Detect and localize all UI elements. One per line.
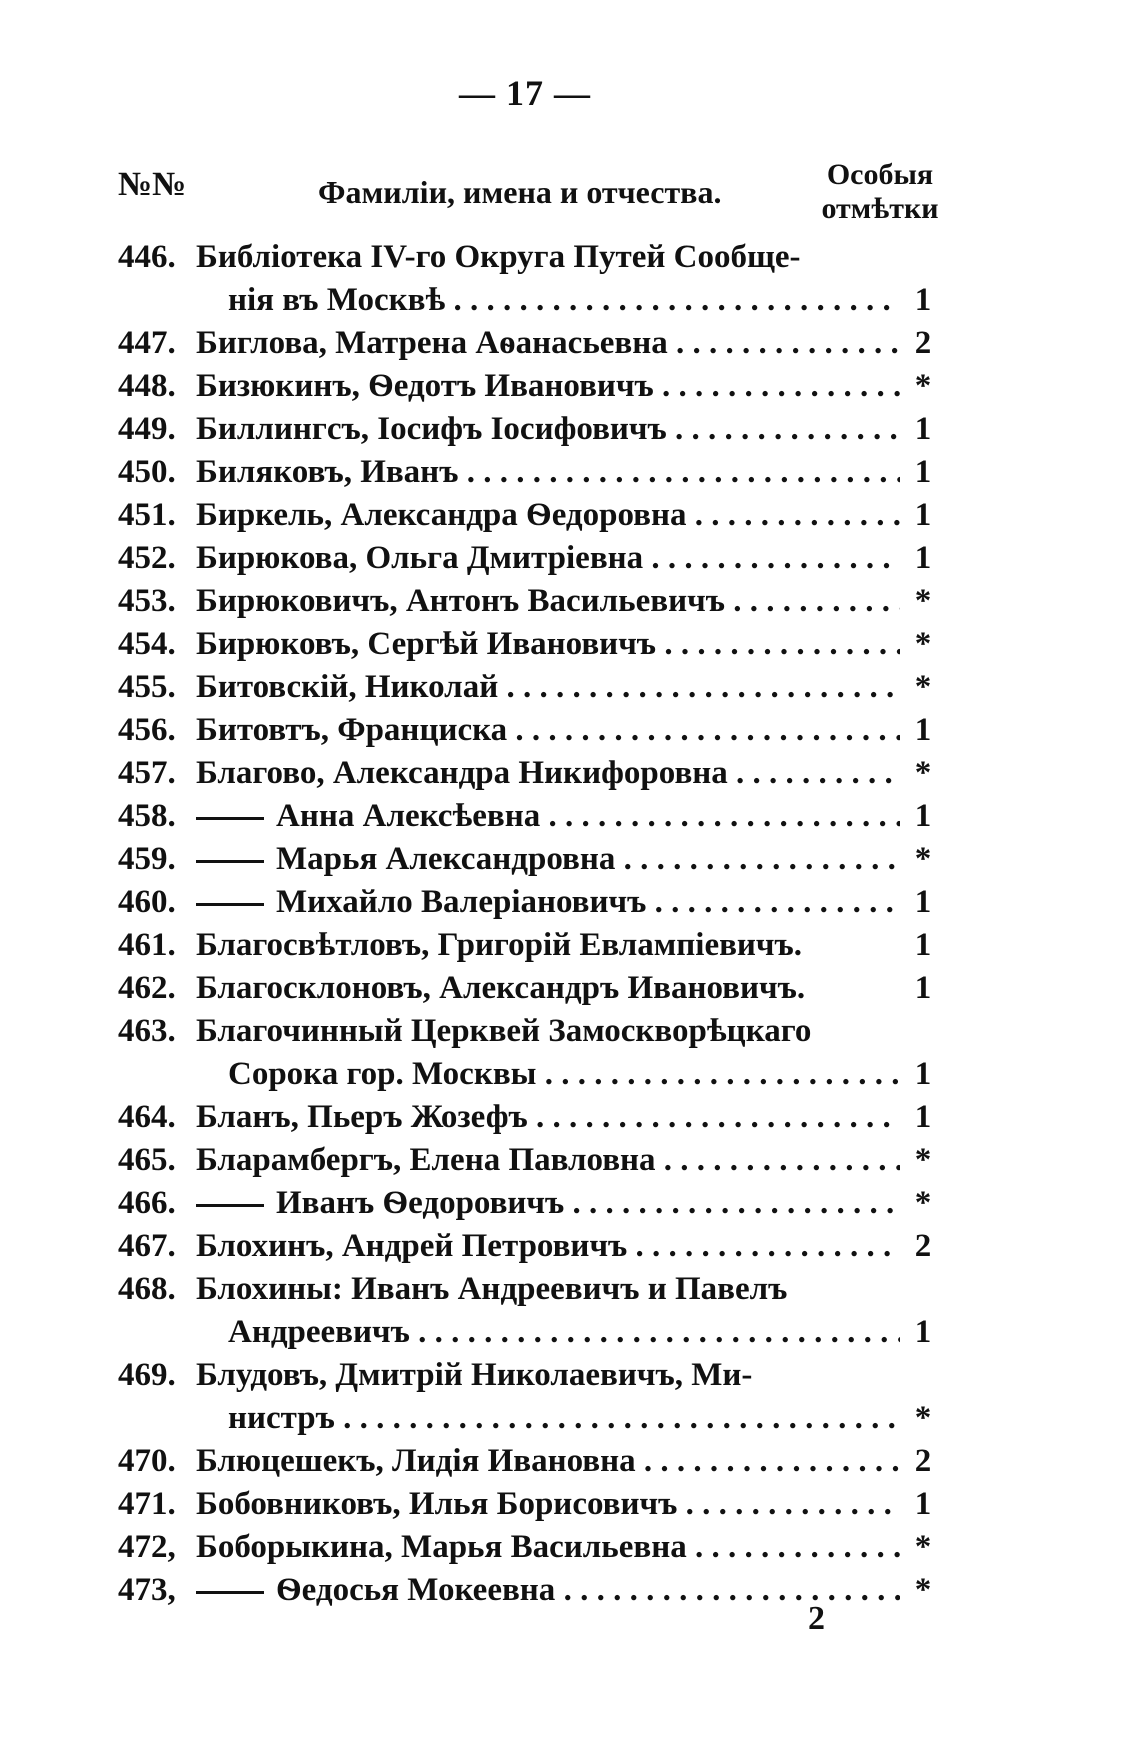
list-item xyxy=(118,1010,940,1053)
entry-number: 450. xyxy=(118,454,176,490)
list-item xyxy=(118,236,940,279)
list-item xyxy=(118,1483,940,1526)
entry-name xyxy=(196,881,900,924)
entry-name xyxy=(196,752,900,795)
entry-mark: 2 xyxy=(914,1443,932,1479)
list-item xyxy=(118,623,940,666)
list-item xyxy=(118,365,940,408)
entry-mark: 1 xyxy=(914,1314,932,1350)
entry-mark: 1 xyxy=(914,712,932,748)
entry-name xyxy=(196,451,900,494)
ditto-dash xyxy=(196,860,264,863)
entry-mark: * xyxy=(914,1400,932,1436)
entry-name-text: Сорока гор. Москвы xyxy=(228,1056,537,1092)
entry-mark: * xyxy=(914,1529,932,1565)
entry-name xyxy=(196,1225,900,1268)
header-marks-label xyxy=(820,158,940,226)
entry-number: 467. xyxy=(118,1228,176,1264)
entry-name-text: Битовтъ, Франциска xyxy=(196,712,508,748)
entry-name xyxy=(228,1397,900,1440)
entry-name xyxy=(196,1182,900,1225)
list-item xyxy=(118,451,940,494)
list-item xyxy=(118,924,940,967)
entry-name-text: Бирюковичъ, Антонъ Васильевичъ xyxy=(196,583,725,619)
entry-mark: * xyxy=(914,583,932,619)
list-item xyxy=(118,279,940,322)
entry-number: 458. xyxy=(118,798,176,834)
entry-mark: 1 xyxy=(914,540,932,576)
entry-number: 453. xyxy=(118,583,176,619)
entry-name xyxy=(196,1268,900,1311)
entry-name-text: Бизюкинъ, Ѳедотъ Ивановичъ xyxy=(196,368,654,404)
entry-name-text: Бирюковъ, Сергѣй Ивановичъ xyxy=(196,626,657,662)
entry-name xyxy=(196,1354,900,1397)
entry-number: 459. xyxy=(118,841,176,877)
entry-name-text: Анна Алексѣевна xyxy=(276,798,541,834)
entry-mark: * xyxy=(914,626,932,662)
list-item xyxy=(118,752,940,795)
entry-name-text: Биглова, Матрена Аѳанасьевна xyxy=(196,325,668,361)
entry-name-text: Блохинъ, Андрей Петровичъ xyxy=(196,1228,628,1264)
entry-mark: * xyxy=(914,669,932,705)
header-marks-line1: Особыя xyxy=(826,158,934,191)
list-item xyxy=(118,1053,940,1096)
entry-name-text: Библіотека IV-го Округа Путей Сообще- xyxy=(196,239,801,275)
header-names-label: Фамиліи, имена и отчества. xyxy=(318,174,722,210)
entry-number: 460. xyxy=(118,884,176,920)
entry-number: 463. xyxy=(118,1013,176,1049)
entry-number: 471. xyxy=(118,1486,176,1522)
entry-number: 466. xyxy=(118,1185,176,1221)
entry-name xyxy=(196,924,900,967)
entry-number: 464. xyxy=(118,1099,176,1135)
entry-name xyxy=(196,1569,900,1612)
entry-mark: * xyxy=(914,368,932,404)
page-number: — 17 — xyxy=(459,73,591,113)
list-item xyxy=(118,1397,940,1440)
list-item xyxy=(118,1311,940,1354)
entry-name-text: Ѳедосья Мокеевна xyxy=(276,1572,556,1608)
ditto-dash xyxy=(196,817,264,820)
entry-mark: * xyxy=(914,1185,932,1221)
entry-name-text: нія въ Москвѣ xyxy=(228,282,446,318)
entry-name xyxy=(196,838,900,881)
entry-number: 462. xyxy=(118,970,176,1006)
entry-mark: 1 xyxy=(914,884,932,920)
entry-name-text: Михайло Валеріановичъ xyxy=(276,884,647,920)
list-item xyxy=(118,580,940,623)
entry-number: 472, xyxy=(118,1529,176,1565)
entry-mark: 1 xyxy=(914,1099,932,1135)
entry-mark: * xyxy=(914,1142,932,1178)
list-item xyxy=(118,408,940,451)
entry-name xyxy=(196,236,900,279)
entry-name xyxy=(196,1526,900,1569)
entry-number: 468. xyxy=(118,1271,176,1307)
table-header xyxy=(118,158,940,228)
entry-name-text: Биляковъ, Иванъ xyxy=(196,454,459,490)
entry-mark: 2 xyxy=(914,325,932,361)
entry-name xyxy=(196,1440,900,1483)
entry-name-text: Блудовъ, Дмитрій Николаевичъ, Ми- xyxy=(196,1357,753,1393)
entry-mark: * xyxy=(914,841,932,877)
entry-mark: 1 xyxy=(914,454,932,490)
entry-name xyxy=(196,795,900,838)
entry-mark: * xyxy=(914,755,932,791)
entry-number: 470. xyxy=(118,1443,176,1479)
entry-number: 455. xyxy=(118,669,176,705)
entry-name xyxy=(196,623,900,666)
entry-name xyxy=(196,967,900,1010)
entry-name xyxy=(228,1311,900,1354)
list-item xyxy=(118,838,940,881)
header-number-label: №№ xyxy=(118,166,187,203)
ditto-dash xyxy=(196,903,264,906)
entry-number: 454. xyxy=(118,626,176,662)
entry-name-text: Иванъ Ѳедоровичъ xyxy=(276,1185,565,1221)
entry-number: 446. xyxy=(118,239,176,275)
list-item xyxy=(118,1440,940,1483)
entry-mark: 1 xyxy=(914,927,932,963)
list-item xyxy=(118,709,940,752)
entry-mark: 1 xyxy=(914,497,932,533)
entry-name-text: Марья Александровна xyxy=(276,841,616,877)
list-item xyxy=(118,1268,940,1311)
entry-name-text: Благово, Александра Никифоровна xyxy=(196,755,728,791)
entry-name-text: Бларамбергъ, Елена Павловна xyxy=(196,1142,656,1178)
entry-number: 465. xyxy=(118,1142,176,1178)
entry-number: 452. xyxy=(118,540,176,576)
entry-name-text: Биллингсъ, Іосифъ Іосифовичъ xyxy=(196,411,667,447)
entry-mark: 1 xyxy=(914,1486,932,1522)
entry-mark: 1 xyxy=(914,970,932,1006)
entry-name-text: нистръ xyxy=(228,1400,335,1436)
list-item xyxy=(118,1225,940,1268)
entry-name xyxy=(196,537,900,580)
list-item xyxy=(118,666,940,709)
entry-mark: 2 xyxy=(914,1228,932,1264)
entry-name-text: Бирюкова, Ольга Дмитріевна xyxy=(196,540,644,576)
list-item xyxy=(118,1139,940,1182)
header-marks-line2: отмѣтки xyxy=(821,192,939,225)
entry-mark: * xyxy=(914,1572,932,1608)
entry-number: 448. xyxy=(118,368,176,404)
entry-mark: 1 xyxy=(914,411,932,447)
entry-number: 461. xyxy=(118,927,176,963)
entry-name xyxy=(196,1139,900,1182)
entry-name-text: Боборыкина, Марья Васильевна xyxy=(196,1529,687,1565)
entry-name xyxy=(196,666,900,709)
ditto-dash xyxy=(196,1204,264,1207)
entry-name xyxy=(228,1053,900,1096)
entry-name-text: Бобовниковъ, Илья Борисовичъ xyxy=(196,1486,678,1522)
entry-name xyxy=(196,1010,900,1053)
entry-name-text: Битовскій, Николай xyxy=(196,669,499,705)
entry-number: 456. xyxy=(118,712,176,748)
entry-name xyxy=(196,580,900,623)
ditto-dash xyxy=(196,1591,264,1594)
entry-name-text: Благосклоновъ, Александръ Ивановичъ. xyxy=(196,970,806,1006)
list-item xyxy=(118,795,940,838)
list-item xyxy=(118,494,940,537)
entry-name xyxy=(196,322,900,365)
list-item xyxy=(118,322,940,365)
entry-name xyxy=(196,709,900,752)
list-item xyxy=(118,881,940,924)
entry-name-text: Биркель, Александра Ѳедоровна xyxy=(196,497,687,533)
entry-mark: 1 xyxy=(914,282,932,318)
list-item xyxy=(118,1096,940,1139)
entry-name-text: Благосвѣтловъ, Григорій Евлампіевичъ. xyxy=(196,927,803,963)
entry-name-text: Блохины: Иванъ Андреевичъ и Павелъ xyxy=(196,1271,788,1307)
entry-list xyxy=(118,236,940,1612)
entry-name-text: Благочинный Церквей Замоскворѣцкаго xyxy=(196,1013,812,1049)
entry-number: 457. xyxy=(118,755,176,791)
entry-name xyxy=(196,1483,900,1526)
entry-number: 447. xyxy=(118,325,176,361)
list-item xyxy=(118,537,940,580)
entry-number: 473, xyxy=(118,1572,176,1608)
entry-name-text: Бланъ, Пьеръ Жозефъ xyxy=(196,1099,528,1135)
list-item xyxy=(118,1182,940,1225)
entry-number: 451. xyxy=(118,497,176,533)
entry-name-text: Блюцешекъ, Лидія Ивановна xyxy=(196,1443,636,1479)
entry-name xyxy=(228,279,900,322)
entry-mark: 1 xyxy=(914,1056,932,1092)
entry-number: 469. xyxy=(118,1357,176,1393)
entry-name xyxy=(196,1096,900,1139)
entry-mark: 1 xyxy=(914,798,932,834)
entry-name xyxy=(196,408,900,451)
list-item xyxy=(118,1526,940,1569)
signature-mark: 2 xyxy=(808,1600,825,1637)
list-item xyxy=(118,1354,940,1397)
entry-name-text: Андреевичъ xyxy=(228,1314,410,1350)
entry-number: 449. xyxy=(118,411,176,447)
entry-name xyxy=(196,494,900,537)
entry-name xyxy=(196,365,900,408)
list-item xyxy=(118,967,940,1010)
